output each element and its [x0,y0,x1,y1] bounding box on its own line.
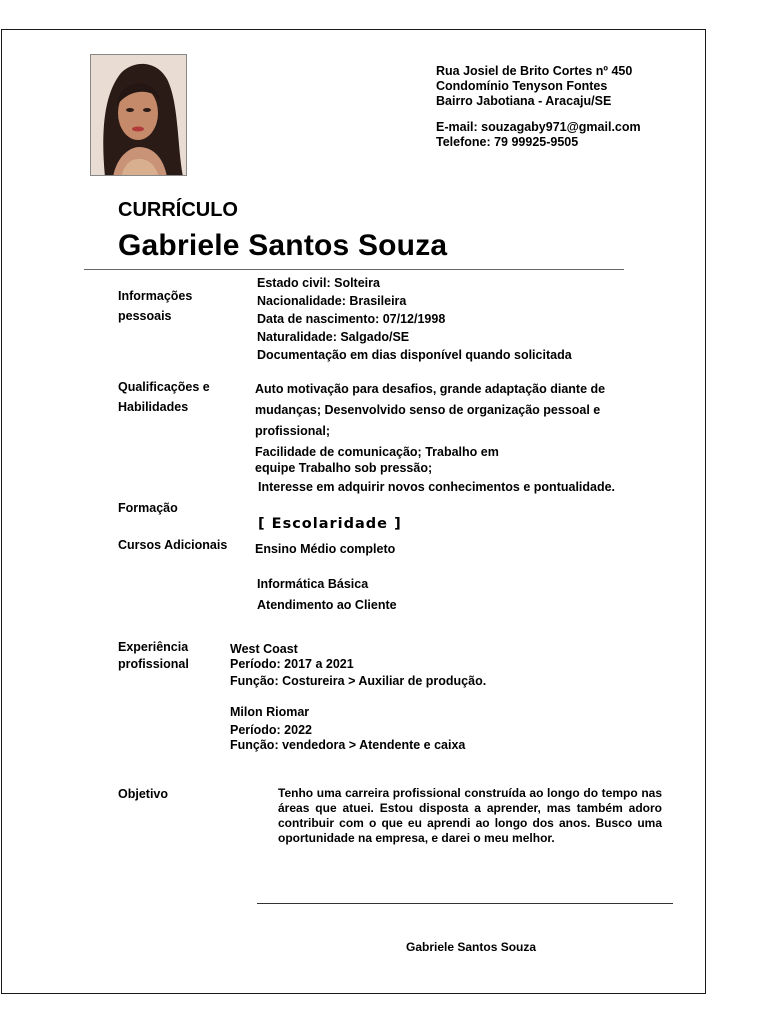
course-item: Informática Básica [257,577,369,591]
job-period: Período: 2022 [230,723,312,737]
education-label: Formação [118,501,178,515]
job-role: Função: vendedora > Atendente e caixa [230,738,466,752]
job-company: Milon Riomar [230,705,310,719]
resume-page [1,29,706,994]
objective-label: Objetivo [118,787,169,801]
job-company: West Coast [230,642,298,656]
skills-line: Interesse em adquirir novos conhecimentos e pontualidade. [258,480,616,494]
job-period: Período: 2017 a 2021 [230,657,354,671]
schooling-heading: [ Escolaridade ] [258,516,402,532]
address-line-3: Bairro Jabotiana - Aracaju/SE [436,94,612,108]
experience-label-2: profissional [118,657,189,671]
street-name: Rua Josiel de Brito Cortes [436,64,593,78]
job-role: Função: Costureira > Auxiliar de produção. [230,674,487,688]
skills-line: Facilidade de comunicação; Trabalho em [255,445,499,459]
experience-label-1: Experiência [118,640,189,654]
course-item: Atendimento ao Cliente [257,598,397,612]
signature-name: Gabriele Santos Souza [406,940,537,954]
personal-info-label-1: Informações [118,289,193,303]
skills-line: Auto motivação para desafios, grande adaptação diante de [255,382,606,396]
personal-line: Data de nascimento: 07/12/1998 [257,312,446,326]
objective-text: Tenho uma carreira profissional construída ao longo do tempo nas áreas que atuei. Estou disposta a aprender, mas também adoro contribuir com o que eu aprendi ao longo dos anos. Busco uma oportunidade na empresa, e darei o meu melhor. [278,786,662,845]
phone-text: Telefone: 79 99925-9505 [436,135,579,149]
skills-line: mudanças; Desenvolvido senso de organização pessoal e [255,403,601,417]
personal-line: Estado civil: Solteira [257,276,380,290]
skills-label-1: Qualificações e [118,380,210,394]
address-line-2: Condomínio Tenyson Fontes [436,79,608,93]
signature-line [257,903,673,904]
candidate-name: Gabriele Santos Souza [118,229,448,262]
street-number: nº 450 [595,64,633,78]
skills-line: profissional; [255,424,331,438]
courses-label: Cursos Adicionais [118,538,228,552]
email-text: E-mail: souzagaby971@gmail.com [436,120,641,134]
skills-line: equipe Trabalho sob pressão; [255,461,433,475]
header-divider [84,269,624,270]
personal-info-label-2: pessoais [118,309,172,323]
personal-line: Naturalidade: Salgado/SE [257,330,410,344]
address-line-1 [436,64,632,79]
skills-label-2: Habilidades [118,400,189,414]
profile-photo [90,54,187,176]
personal-line: Documentação em dias disponível quando solicitada [257,348,572,362]
education-level: Ensino Médio completo [255,542,396,556]
document-title: CURRÍCULO [118,199,238,221]
personal-line: Nacionalidade: Brasileira [257,294,407,308]
portrait-icon [91,55,187,176]
